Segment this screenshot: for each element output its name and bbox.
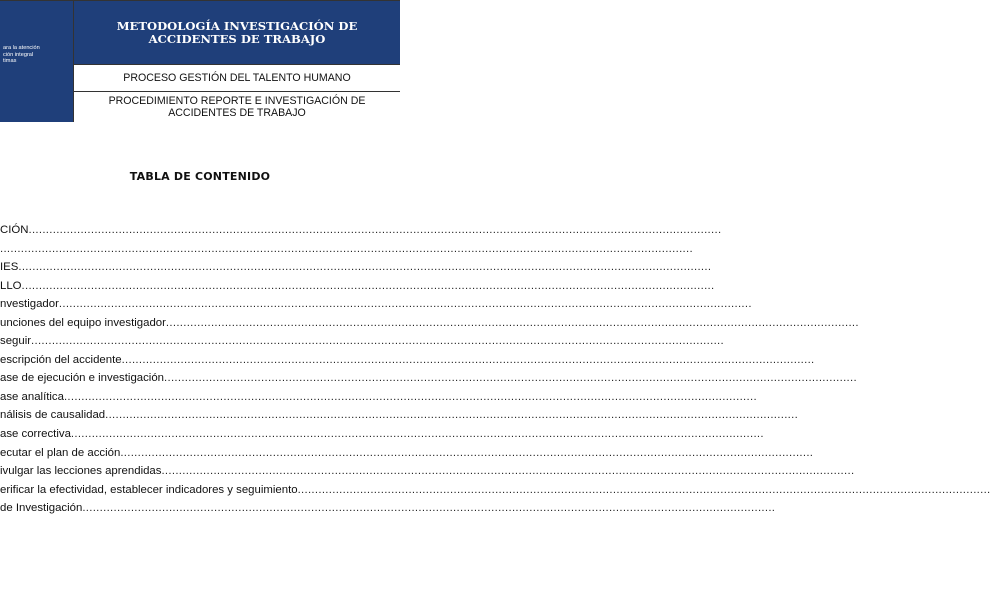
document-title: METODOLOGÍA INVESTIGACIÓN DE ACCIDENTES DE TRABAJO <box>74 1 400 65</box>
toc-entry[interactable] <box>0 446 814 466</box>
toc-entry-text: CIÓN <box>0 224 29 236</box>
toc-entry-text: nálisis de causalidad <box>0 409 106 422</box>
toc-entry[interactable] <box>0 224 722 243</box>
dot-leader: ........................................................................................................................................................................................................ <box>161 465 855 478</box>
toc-entry-text: ecutar el plan de acción <box>0 446 121 459</box>
toc-entry[interactable] <box>0 298 752 317</box>
toc-entry-text: ase analítica <box>0 390 64 403</box>
toc-entry[interactable] <box>0 465 855 484</box>
dot-leader: ........................................................................................................................................................................................................ <box>0 242 693 255</box>
logo-text: ara la atención ción integral timas <box>3 45 40 64</box>
toc-entry-text: IES <box>0 261 19 274</box>
toc-entry[interactable] <box>0 261 712 280</box>
toc-entry[interactable] <box>0 502 776 521</box>
toc-entry[interactable] <box>0 335 724 354</box>
dot-leader: ........................................................................................................................................................................................................ <box>120 446 814 459</box>
toc-title: TABLA DE CONTENIDO <box>129 170 271 183</box>
process-name: PROCESO GESTIÓN DEL TALENTO HUMANO <box>74 65 400 92</box>
toc-entry-text: nvestigador <box>0 298 59 311</box>
toc-entry-text: erificar la efectividad, establecer indicadores y seguimiento <box>0 483 298 496</box>
toc-entry[interactable] <box>0 279 715 299</box>
toc-entry[interactable] <box>0 372 857 391</box>
dot-leader: ........................................................................................................................................................................................................ <box>63 390 757 403</box>
dot-leader: ........................................................................................................................................................................................................ <box>21 279 715 292</box>
toc-entry-text: escripción del accidente <box>0 353 122 366</box>
toc-entry[interactable] <box>0 242 693 262</box>
toc-entry-text: LLO <box>0 279 22 292</box>
dot-leader: ........................................................................................................................................................................................................ <box>297 483 991 496</box>
toc-entry-text: de Investigación <box>0 502 83 515</box>
toc-entry-text: unciones del equipo investigador <box>0 316 166 329</box>
toc-entry-text: ase correctiva <box>0 428 71 441</box>
toc-entry[interactable] <box>0 409 799 428</box>
toc-entry[interactable] <box>0 483 991 503</box>
toc-entry[interactable] <box>0 316 859 336</box>
dot-leader: ........................................................................................................................................................................................................ <box>28 224 722 236</box>
toc-entry-text: ase de ejecución e investigación <box>0 372 165 385</box>
dot-leader: ........................................................................................................................................................................................................ <box>105 409 799 422</box>
toc-entry[interactable] <box>0 428 764 447</box>
dot-leader: ........................................................................................................................................................................................................ <box>31 335 724 348</box>
dot-leader: ........................................................................................................................................................................................................ <box>165 316 859 329</box>
dot-leader: ........................................................................................................................................................................................................ <box>18 261 712 274</box>
dot-leader: ........................................................................................................................................................................................................ <box>82 502 776 515</box>
dot-leader: ........................................................................................................................................................................................................ <box>164 372 857 385</box>
toc-entry[interactable] <box>0 390 757 410</box>
toc-entry-text: ivulgar las lecciones aprendidas <box>0 465 162 478</box>
dot-leader: ........................................................................................................................................................................................................ <box>58 298 752 311</box>
dot-leader: ........................................................................................................................................................................................................ <box>70 428 764 441</box>
institution-logo <box>0 1 74 122</box>
toc-entry-text: seguir <box>0 335 32 348</box>
procedure-name: PROCEDIMIENTO REPORTE E INVESTIGACIÓN DE ACCIDENTES DE TRABAJO <box>108 94 366 119</box>
dot-leader: ........................................................................................................................................................................................................ <box>121 353 815 366</box>
table-of-contents <box>0 224 991 521</box>
toc-entry[interactable] <box>0 353 815 373</box>
document-header <box>0 0 400 119</box>
